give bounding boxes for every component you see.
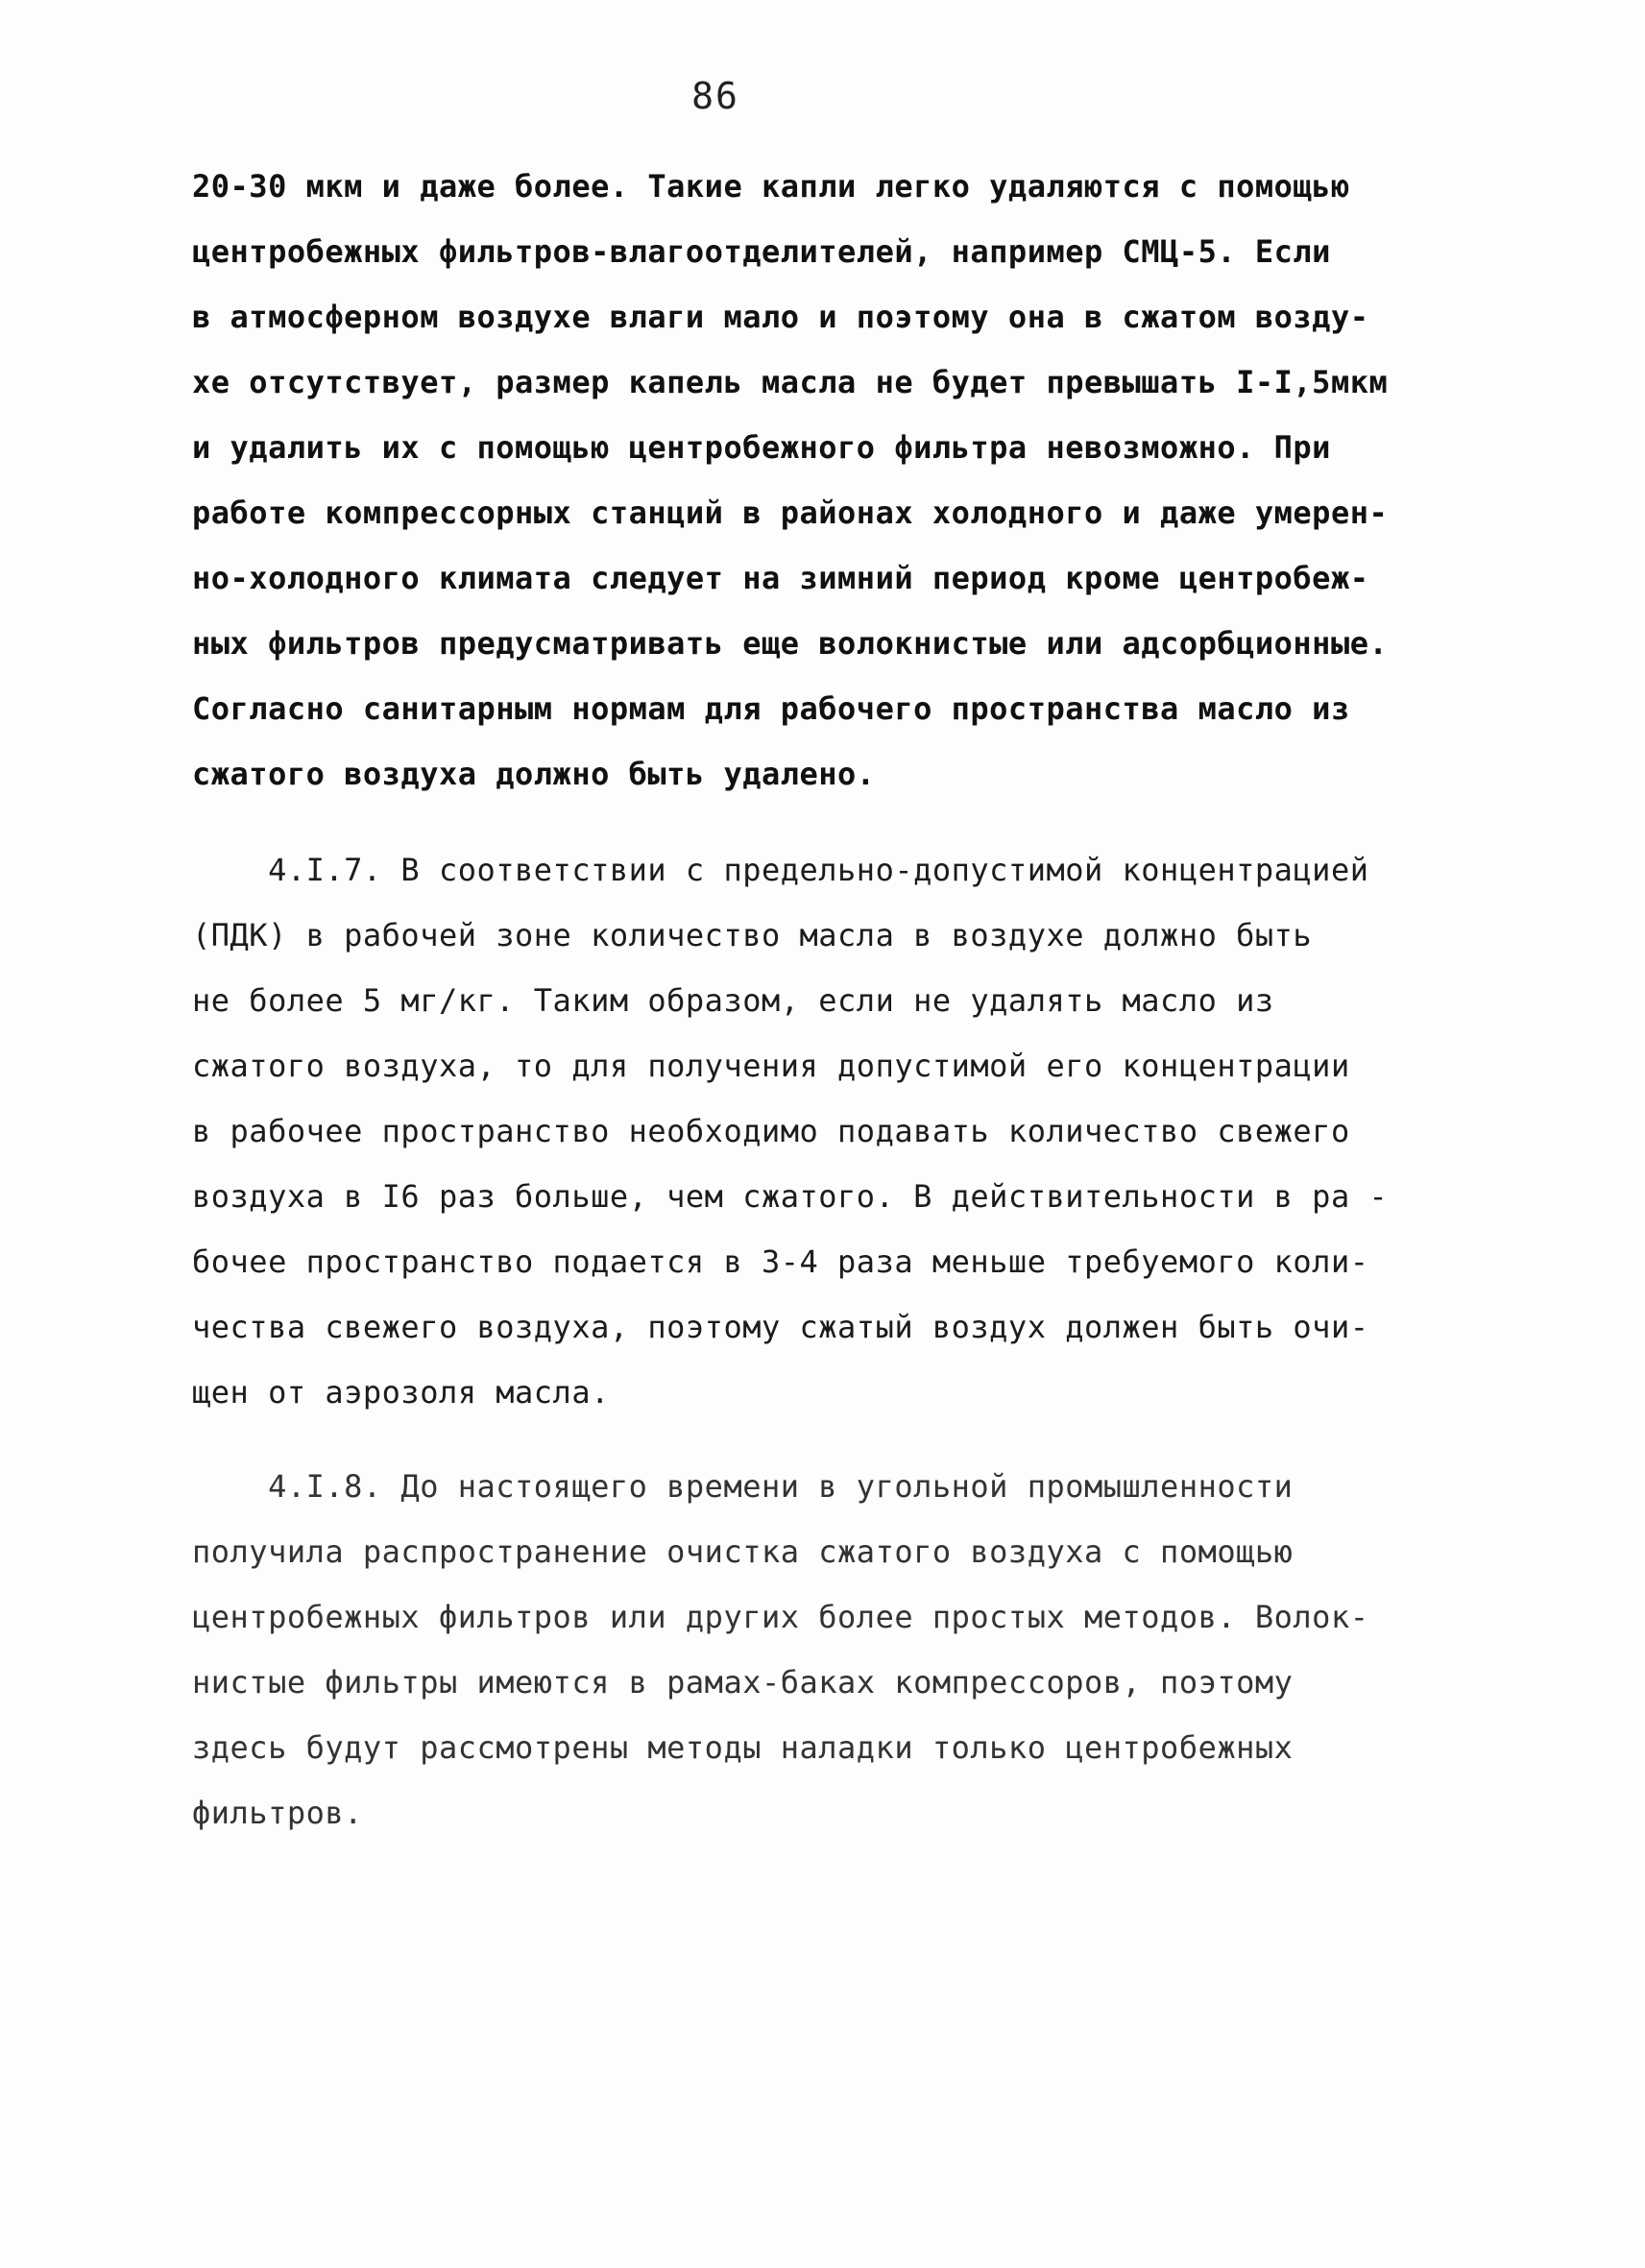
text-line: и удалить их с помощью центробежного фильтра невозможно. При xyxy=(192,429,1331,466)
text-line: не более 5 мг/кг. Таким образом, если не удалять масло из xyxy=(192,982,1274,1019)
text-line: фильтров. xyxy=(192,1795,363,1831)
text-line: щен от аэрозоля масла. xyxy=(192,1374,610,1411)
text-line: в рабочее пространство необходимо подавать количество свежего xyxy=(192,1113,1350,1149)
text-line: центробежных фильтров или других более простых методов. Волок- xyxy=(192,1599,1369,1635)
text-line: ных фильтров предусматривать еще волокнистые или адсорбционные. xyxy=(192,625,1389,662)
text-line: нистые фильтры имеются в рамах-баках компрессоров, поэтому xyxy=(192,1664,1294,1701)
text-line: здесь будут рассмотрены методы наладки только центробежных xyxy=(192,1729,1294,1766)
text-line: в атмосферном воздухе влаги мало и поэтому она в сжатом возду- xyxy=(192,299,1369,335)
text-line: (ПДК) в рабочей зоне количество масла в воздухе должно быть xyxy=(192,917,1313,953)
text-line: получила распространение очистка сжатого воздуха с помощью xyxy=(192,1533,1294,1570)
text-line: но-холодного климата следует на зимний период кроме центробеж- xyxy=(192,560,1369,596)
text-line: 4.I.7. В соответствии с предельно-допустимой концентрацией xyxy=(192,852,1369,888)
text-line: работе компрессорных станций в районах холодного и даже умерен- xyxy=(192,495,1389,531)
text-line: 4.I.8. До настоящего времени в угольной промышленности xyxy=(192,1468,1294,1505)
text-line: чества свежего воздуха, поэтому сжатый воздух должен быть очи- xyxy=(192,1309,1369,1345)
text-line: Согласно санитарным нормам для рабочего пространства масло из xyxy=(192,690,1350,727)
text-line: сжатого воздуха, то для получения допустимой его концентрации xyxy=(192,1048,1350,1084)
text-line: воздуха в I6 раз больше, чем сжатого. В действительности в ра - xyxy=(192,1178,1389,1215)
text-line: центробежных фильтров-влагоотделителей, например СМЦ-5. Если xyxy=(192,233,1331,270)
text-line: сжатого воздуха должно быть удалено. xyxy=(192,756,876,792)
page-number: 86 xyxy=(691,75,739,117)
text-line: хе отсутствует, размер капель масла не будет превышать I-I,5мкм xyxy=(192,364,1389,400)
text-line: бочее пространство подается в 3-4 раза меньше требуемого коли- xyxy=(192,1243,1369,1280)
text-line: 20-30 мкм и даже более. Такие капли легко удаляются с помощью xyxy=(192,168,1350,205)
